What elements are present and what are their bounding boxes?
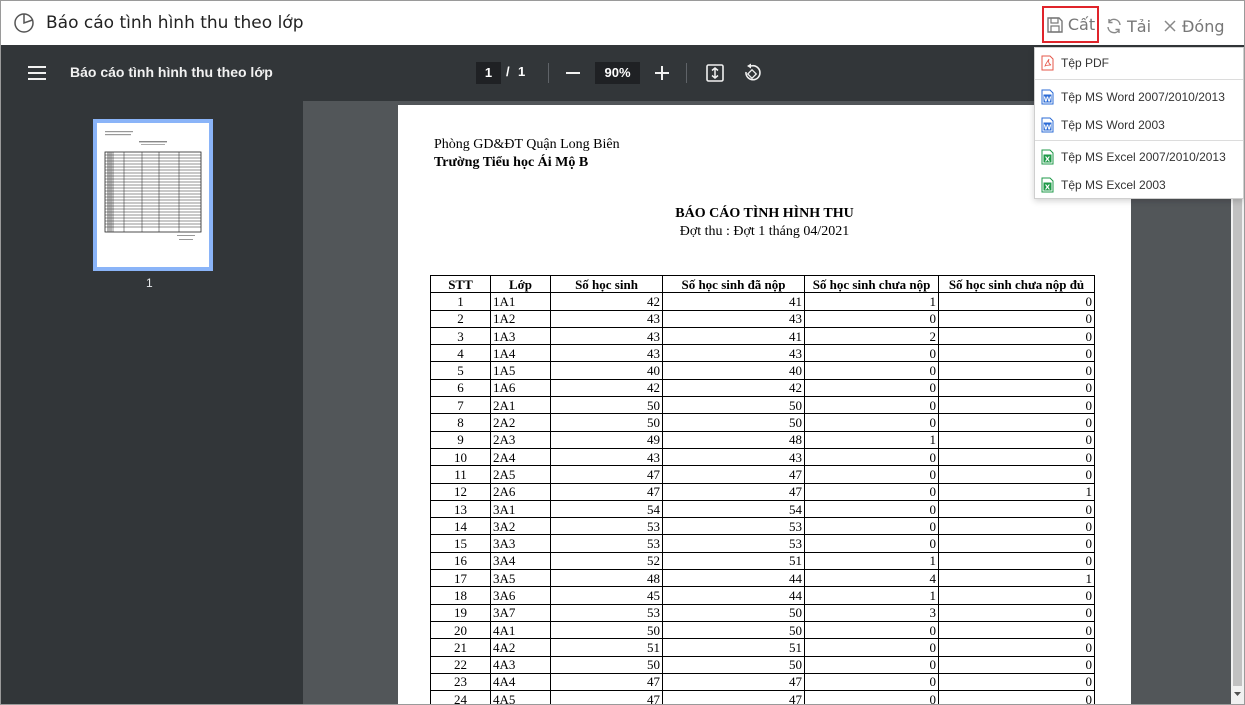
table-cell: 3A2 xyxy=(491,518,551,535)
menu-item-excel-3[interactable] xyxy=(1035,145,1243,169)
table-cell: 50 xyxy=(551,397,663,414)
table-cell: 0 xyxy=(939,604,1095,621)
thumbnail-sidebar xyxy=(1,101,303,705)
table-cell: 1 xyxy=(431,293,491,310)
table-cell: 1 xyxy=(939,483,1095,500)
table-cell: 50 xyxy=(663,656,805,673)
table-cell: 47 xyxy=(663,691,805,705)
table-cell: 0 xyxy=(805,621,939,638)
table-row xyxy=(431,673,1095,690)
table-cell: 0 xyxy=(939,466,1095,483)
menu-item-label: Tệp MS Excel 2003 xyxy=(1061,178,1166,192)
save-button[interactable] xyxy=(1042,6,1099,43)
table-cell: 0 xyxy=(939,397,1095,414)
page-thumbnail[interactable] xyxy=(93,119,213,271)
scroll-down-arrow-icon[interactable] xyxy=(1232,689,1243,699)
table-cell: 1 xyxy=(805,431,939,448)
save-button-label: Cất xyxy=(1067,15,1096,34)
table-cell: 4A3 xyxy=(491,656,551,673)
table-cell: 3A1 xyxy=(491,500,551,517)
table-cell: 1A1 xyxy=(491,293,551,310)
table-cell: 0 xyxy=(939,587,1095,604)
table-cell: 18 xyxy=(431,587,491,604)
table-row xyxy=(431,570,1095,587)
table-cell: 41 xyxy=(663,327,805,344)
table-cell: 50 xyxy=(551,621,663,638)
table-cell: 54 xyxy=(663,500,805,517)
menu-separator xyxy=(1035,79,1243,80)
table-cell: 1 xyxy=(939,570,1095,587)
table-cell: 3A5 xyxy=(491,570,551,587)
report-page xyxy=(398,105,1131,705)
word-file-icon xyxy=(1041,117,1054,133)
table-cell: 0 xyxy=(939,518,1095,535)
table-cell: 0 xyxy=(805,310,939,327)
table-cell: 0 xyxy=(805,691,939,705)
table-row xyxy=(431,587,1095,604)
reload-button[interactable] xyxy=(1105,9,1151,43)
table-cell: 4A5 xyxy=(491,691,551,705)
column-header: Số học sinh đã nộp xyxy=(663,276,805,293)
table-cell: 7 xyxy=(431,397,491,414)
report-subtitle: Đợt thu : Đợt 1 tháng 04/2021 xyxy=(679,224,850,239)
school-name: Trường Tiểu học Ái Mộ B xyxy=(434,155,589,170)
table-cell: 3 xyxy=(431,327,491,344)
table-cell: 47 xyxy=(663,483,805,500)
table-cell: 4A1 xyxy=(491,621,551,638)
table-cell: 0 xyxy=(805,379,939,396)
table-row xyxy=(431,691,1095,705)
table-row xyxy=(431,535,1095,552)
table-cell: 50 xyxy=(551,656,663,673)
table-cell: 43 xyxy=(551,345,663,362)
table-cell: 0 xyxy=(939,639,1095,656)
floppy-disk-icon xyxy=(1046,16,1064,34)
menu-item-word-1[interactable] xyxy=(1035,85,1243,109)
table-cell: 10 xyxy=(431,448,491,465)
menu-item-label: Tệp MS Excel 2007/2010/2013 xyxy=(1061,150,1226,164)
table-cell: 3A6 xyxy=(491,587,551,604)
table-cell: 0 xyxy=(939,552,1095,569)
menu-item-excel-4[interactable] xyxy=(1035,173,1243,197)
table-cell: 17 xyxy=(431,570,491,587)
table-cell: 0 xyxy=(805,362,939,379)
table-cell: 0 xyxy=(805,466,939,483)
svg-text:X: X xyxy=(1044,155,1051,164)
table-cell: 4A4 xyxy=(491,673,551,690)
table-cell: 19 xyxy=(431,604,491,621)
table-row xyxy=(431,639,1095,656)
svg-text:W: W xyxy=(1043,95,1052,104)
column-header: Số học sinh chưa nộp xyxy=(805,276,939,293)
table-cell: 51 xyxy=(551,639,663,656)
menu-item-label: Tệp PDF xyxy=(1061,56,1110,70)
zoom-level-input[interactable]: 90% xyxy=(595,62,640,84)
table-cell: 1A5 xyxy=(491,362,551,379)
table-row xyxy=(431,483,1095,500)
viewer-doc-title: Báo cáo tình hình thu theo lớp xyxy=(70,64,273,80)
table-cell: 15 xyxy=(431,535,491,552)
table-cell: 47 xyxy=(663,673,805,690)
title-bar xyxy=(1,1,1244,45)
table-cell: 13 xyxy=(431,500,491,517)
table-cell: 0 xyxy=(939,293,1095,310)
table-row xyxy=(431,656,1095,673)
table-row xyxy=(431,621,1095,638)
hamburger-menu-icon[interactable] xyxy=(28,66,46,80)
table-cell: 1A4 xyxy=(491,345,551,362)
table-cell: 1A6 xyxy=(491,379,551,396)
table-cell: 43 xyxy=(551,448,663,465)
table-cell: 0 xyxy=(805,483,939,500)
table-cell: 24 xyxy=(431,691,491,705)
zoom-in-icon[interactable] xyxy=(653,64,671,82)
table-cell: 0 xyxy=(939,414,1095,431)
table-cell: 21 xyxy=(431,639,491,656)
excel-file-icon xyxy=(1041,177,1054,193)
export-format-menu xyxy=(1034,47,1244,199)
table-cell: 40 xyxy=(551,362,663,379)
table-cell: 42 xyxy=(663,379,805,396)
table-cell: 0 xyxy=(939,431,1095,448)
table-cell: 0 xyxy=(939,656,1095,673)
table-cell: 8 xyxy=(431,414,491,431)
table-cell: 1A3 xyxy=(491,327,551,344)
rotate-icon[interactable] xyxy=(742,63,762,83)
table-cell: 0 xyxy=(939,500,1095,517)
zoom-out-icon[interactable] xyxy=(564,64,582,82)
refresh-icon xyxy=(1105,17,1123,35)
table-cell: 22 xyxy=(431,656,491,673)
table-cell: 23 xyxy=(431,673,491,690)
table-cell: 2A3 xyxy=(491,431,551,448)
table-cell: 53 xyxy=(663,518,805,535)
scrollbar-thumb[interactable] xyxy=(1233,196,1242,686)
table-cell: 0 xyxy=(805,345,939,362)
table-cell: 50 xyxy=(663,414,805,431)
pdf-file-icon xyxy=(1041,55,1054,71)
table-row xyxy=(431,518,1095,535)
table-cell: 42 xyxy=(551,379,663,396)
table-cell: 50 xyxy=(663,397,805,414)
table-header-row xyxy=(431,276,1095,293)
table-cell: 0 xyxy=(939,535,1095,552)
table-cell: 43 xyxy=(663,345,805,362)
toolbar-divider xyxy=(548,63,549,83)
word-file-icon xyxy=(1041,89,1054,105)
table-cell: 1 xyxy=(805,587,939,604)
table-cell: 9 xyxy=(431,431,491,448)
svg-text:W: W xyxy=(1043,123,1052,132)
table-cell: 40 xyxy=(663,362,805,379)
table-cell: 0 xyxy=(939,621,1095,638)
table-cell: 1 xyxy=(805,552,939,569)
close-button-label: Đóng xyxy=(1182,16,1225,36)
column-header: Số học sinh xyxy=(551,276,663,293)
excel-file-icon xyxy=(1041,149,1054,165)
table-cell: 43 xyxy=(551,310,663,327)
table-cell: 0 xyxy=(939,362,1095,379)
table-cell: 2A6 xyxy=(491,483,551,500)
table-cell: 49 xyxy=(551,431,663,448)
table-cell: 44 xyxy=(663,587,805,604)
table-cell: 16 xyxy=(431,552,491,569)
table-cell: 47 xyxy=(663,466,805,483)
table-cell: 4A2 xyxy=(491,639,551,656)
table-cell: 0 xyxy=(939,345,1095,362)
table-cell: 51 xyxy=(663,639,805,656)
table-cell: 0 xyxy=(939,673,1095,690)
table-cell: 48 xyxy=(551,570,663,587)
table-cell: 2A1 xyxy=(491,397,551,414)
table-cell: 54 xyxy=(551,500,663,517)
department-name: Phòng GD&ĐT Quận Long Biên xyxy=(434,137,620,152)
close-button[interactable] xyxy=(1162,9,1224,43)
table-cell: 0 xyxy=(939,327,1095,344)
column-header: Số học sinh chưa nộp đủ xyxy=(939,276,1095,293)
table-cell: 51 xyxy=(663,552,805,569)
window-title: Báo cáo tình hình thu theo lớp xyxy=(46,13,304,33)
table-cell: 3A3 xyxy=(491,535,551,552)
table-cell: 44 xyxy=(663,570,805,587)
table-cell: 4 xyxy=(805,570,939,587)
table-cell: 47 xyxy=(551,483,663,500)
table-row xyxy=(431,293,1095,310)
table-cell: 3 xyxy=(805,604,939,621)
menu-item-label: Tệp MS Word 2003 xyxy=(1061,118,1165,132)
table-cell: 52 xyxy=(551,552,663,569)
table-cell: 43 xyxy=(663,310,805,327)
table-row xyxy=(431,345,1095,362)
table-cell: 53 xyxy=(551,518,663,535)
thumbnail-preview-image xyxy=(97,123,209,267)
table-cell: 0 xyxy=(939,379,1095,396)
table-cell: 41 xyxy=(663,293,805,310)
column-header: STT xyxy=(431,276,491,293)
table-row xyxy=(431,552,1095,569)
table-cell: 20 xyxy=(431,621,491,638)
table-row xyxy=(431,448,1095,465)
table-cell: 0 xyxy=(939,448,1095,465)
table-cell: 14 xyxy=(431,518,491,535)
table-cell: 43 xyxy=(663,448,805,465)
table-row xyxy=(431,362,1095,379)
table-cell: 47 xyxy=(551,466,663,483)
table-cell: 3A4 xyxy=(491,552,551,569)
page-separator: / xyxy=(506,64,510,79)
close-icon xyxy=(1162,18,1178,34)
table-row xyxy=(431,327,1095,344)
table-cell: 0 xyxy=(805,500,939,517)
table-row xyxy=(431,397,1095,414)
table-row xyxy=(431,500,1095,517)
report-table xyxy=(430,275,1095,705)
table-cell: 0 xyxy=(805,448,939,465)
table-cell: 6 xyxy=(431,379,491,396)
report-title: BÁO CÁO TÌNH HÌNH THU xyxy=(675,206,854,221)
table-cell: 0 xyxy=(939,310,1095,327)
table-cell: 50 xyxy=(663,604,805,621)
table-cell: 2 xyxy=(805,327,939,344)
table-cell: 0 xyxy=(805,639,939,656)
table-cell: 45 xyxy=(551,587,663,604)
table-cell: 47 xyxy=(551,673,663,690)
pie-chart-icon xyxy=(13,12,35,34)
table-cell: 42 xyxy=(551,293,663,310)
table-cell: 5 xyxy=(431,362,491,379)
table-cell: 50 xyxy=(663,621,805,638)
table-cell: 2A2 xyxy=(491,414,551,431)
table-cell: 0 xyxy=(939,691,1095,705)
table-cell: 43 xyxy=(551,327,663,344)
menu-item-label: Tệp MS Word 2007/2010/2013 xyxy=(1061,90,1225,104)
fit-to-page-icon[interactable] xyxy=(705,63,725,83)
reload-button-label: Tải xyxy=(1127,16,1152,36)
table-cell: 0 xyxy=(805,414,939,431)
table-cell: 0 xyxy=(805,518,939,535)
table-row xyxy=(431,604,1095,621)
table-cell: 53 xyxy=(663,535,805,552)
column-header: Lớp xyxy=(491,276,551,293)
table-row xyxy=(431,414,1095,431)
table-cell: 53 xyxy=(551,604,663,621)
menu-separator xyxy=(1035,140,1243,141)
table-cell: 12 xyxy=(431,483,491,500)
table-cell: 0 xyxy=(805,535,939,552)
table-cell: 2A5 xyxy=(491,466,551,483)
menu-item-pdf-0[interactable] xyxy=(1035,51,1243,75)
table-cell: 48 xyxy=(663,431,805,448)
table-row xyxy=(431,431,1095,448)
table-cell: 0 xyxy=(805,673,939,690)
table-cell: 2A4 xyxy=(491,448,551,465)
table-cell: 3A7 xyxy=(491,604,551,621)
table-cell: 47 xyxy=(551,691,663,705)
table-cell: 1 xyxy=(805,293,939,310)
table-cell: 0 xyxy=(805,397,939,414)
table-cell: 53 xyxy=(551,535,663,552)
page-total: 1 xyxy=(518,64,526,79)
table-row xyxy=(431,466,1095,483)
thumbnail-page-number: 1 xyxy=(146,276,153,290)
table-cell: 0 xyxy=(805,656,939,673)
menu-item-word-2[interactable] xyxy=(1035,113,1243,137)
table-cell: 1A2 xyxy=(491,310,551,327)
table-cell: 2 xyxy=(431,310,491,327)
table-cell: 50 xyxy=(551,414,663,431)
table-cell: 11 xyxy=(431,466,491,483)
page-number-input[interactable]: 1 xyxy=(476,62,501,84)
table-row xyxy=(431,379,1095,396)
table-cell: 4 xyxy=(431,345,491,362)
svg-text:X: X xyxy=(1044,183,1051,192)
toolbar-divider xyxy=(686,63,687,83)
table-row xyxy=(431,310,1095,327)
